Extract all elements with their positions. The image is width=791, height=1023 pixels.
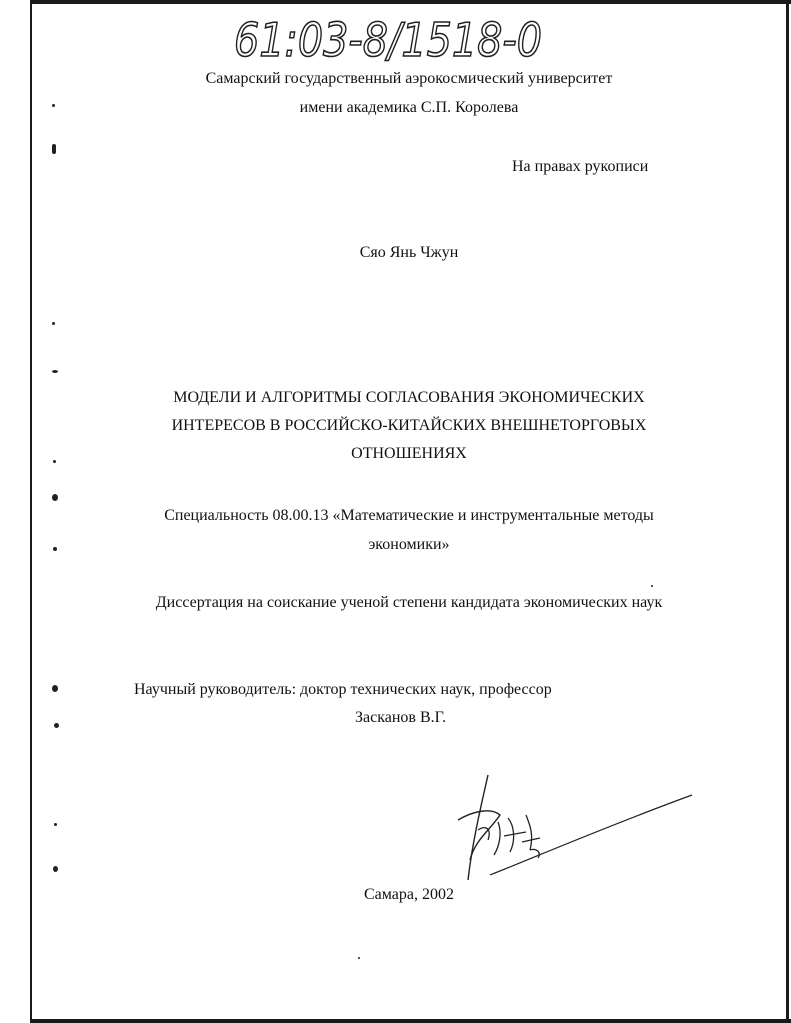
scan-speck [54, 723, 59, 728]
scan-speck [52, 104, 55, 107]
scan-speck [53, 547, 57, 551]
place-and-year: Самара, 2002 [364, 886, 454, 903]
thesis-title-line-3: ОТНОШЕНИЯХ [351, 445, 467, 462]
thesis-title-line-1: МОДЕЛИ И АЛГОРИТМЫ СОГЛАСОВАНИЯ ЭКОНОМИЧЕСКИХ [173, 389, 645, 406]
archive-number-glyphs: 61:03-8/1518-0 [234, 13, 542, 67]
scan-speck [52, 370, 58, 373]
scan-speck [52, 322, 55, 325]
university-name: Самарский государственный аэрокосмический университет [205, 70, 613, 87]
university-named-after: имени академика С.П. Королева [299, 99, 519, 116]
scan-speck [52, 144, 56, 154]
scan-speck [53, 866, 58, 872]
author-name: Сяо Янь Чжун [359, 244, 459, 261]
handwritten-archive-number [228, 6, 548, 66]
specialty-line-1: Специальность 08.00.13 «Математические и инструментальные методы [164, 507, 654, 524]
scan-speck [52, 494, 58, 501]
advisor-name: Засканов В.Г. [355, 709, 447, 726]
scan-speck [651, 585, 653, 587]
scan-speck [358, 957, 360, 959]
thesis-title-line-2: ИНТЕРЕСОВ В РОССИЙСКО-КИТАЙСКИХ ВНЕШНЕТОРГОВЫХ [171, 417, 647, 434]
advisor-title: Научный руководитель: доктор технических наук, профессор [134, 681, 552, 698]
page-border-right [786, 0, 789, 1023]
page-border-bottom [30, 1019, 791, 1023]
scan-speck [54, 823, 57, 826]
page-border-top [30, 0, 791, 4]
degree-statement: Диссертация на соискание ученой степени кандидата экономических наук [155, 594, 663, 611]
manuscript-note: На правах рукописи [512, 158, 649, 175]
handwritten-signature [430, 770, 700, 890]
specialty-line-2: экономики» [368, 536, 450, 553]
scan-speck [53, 460, 56, 463]
scan-speck [52, 685, 58, 692]
